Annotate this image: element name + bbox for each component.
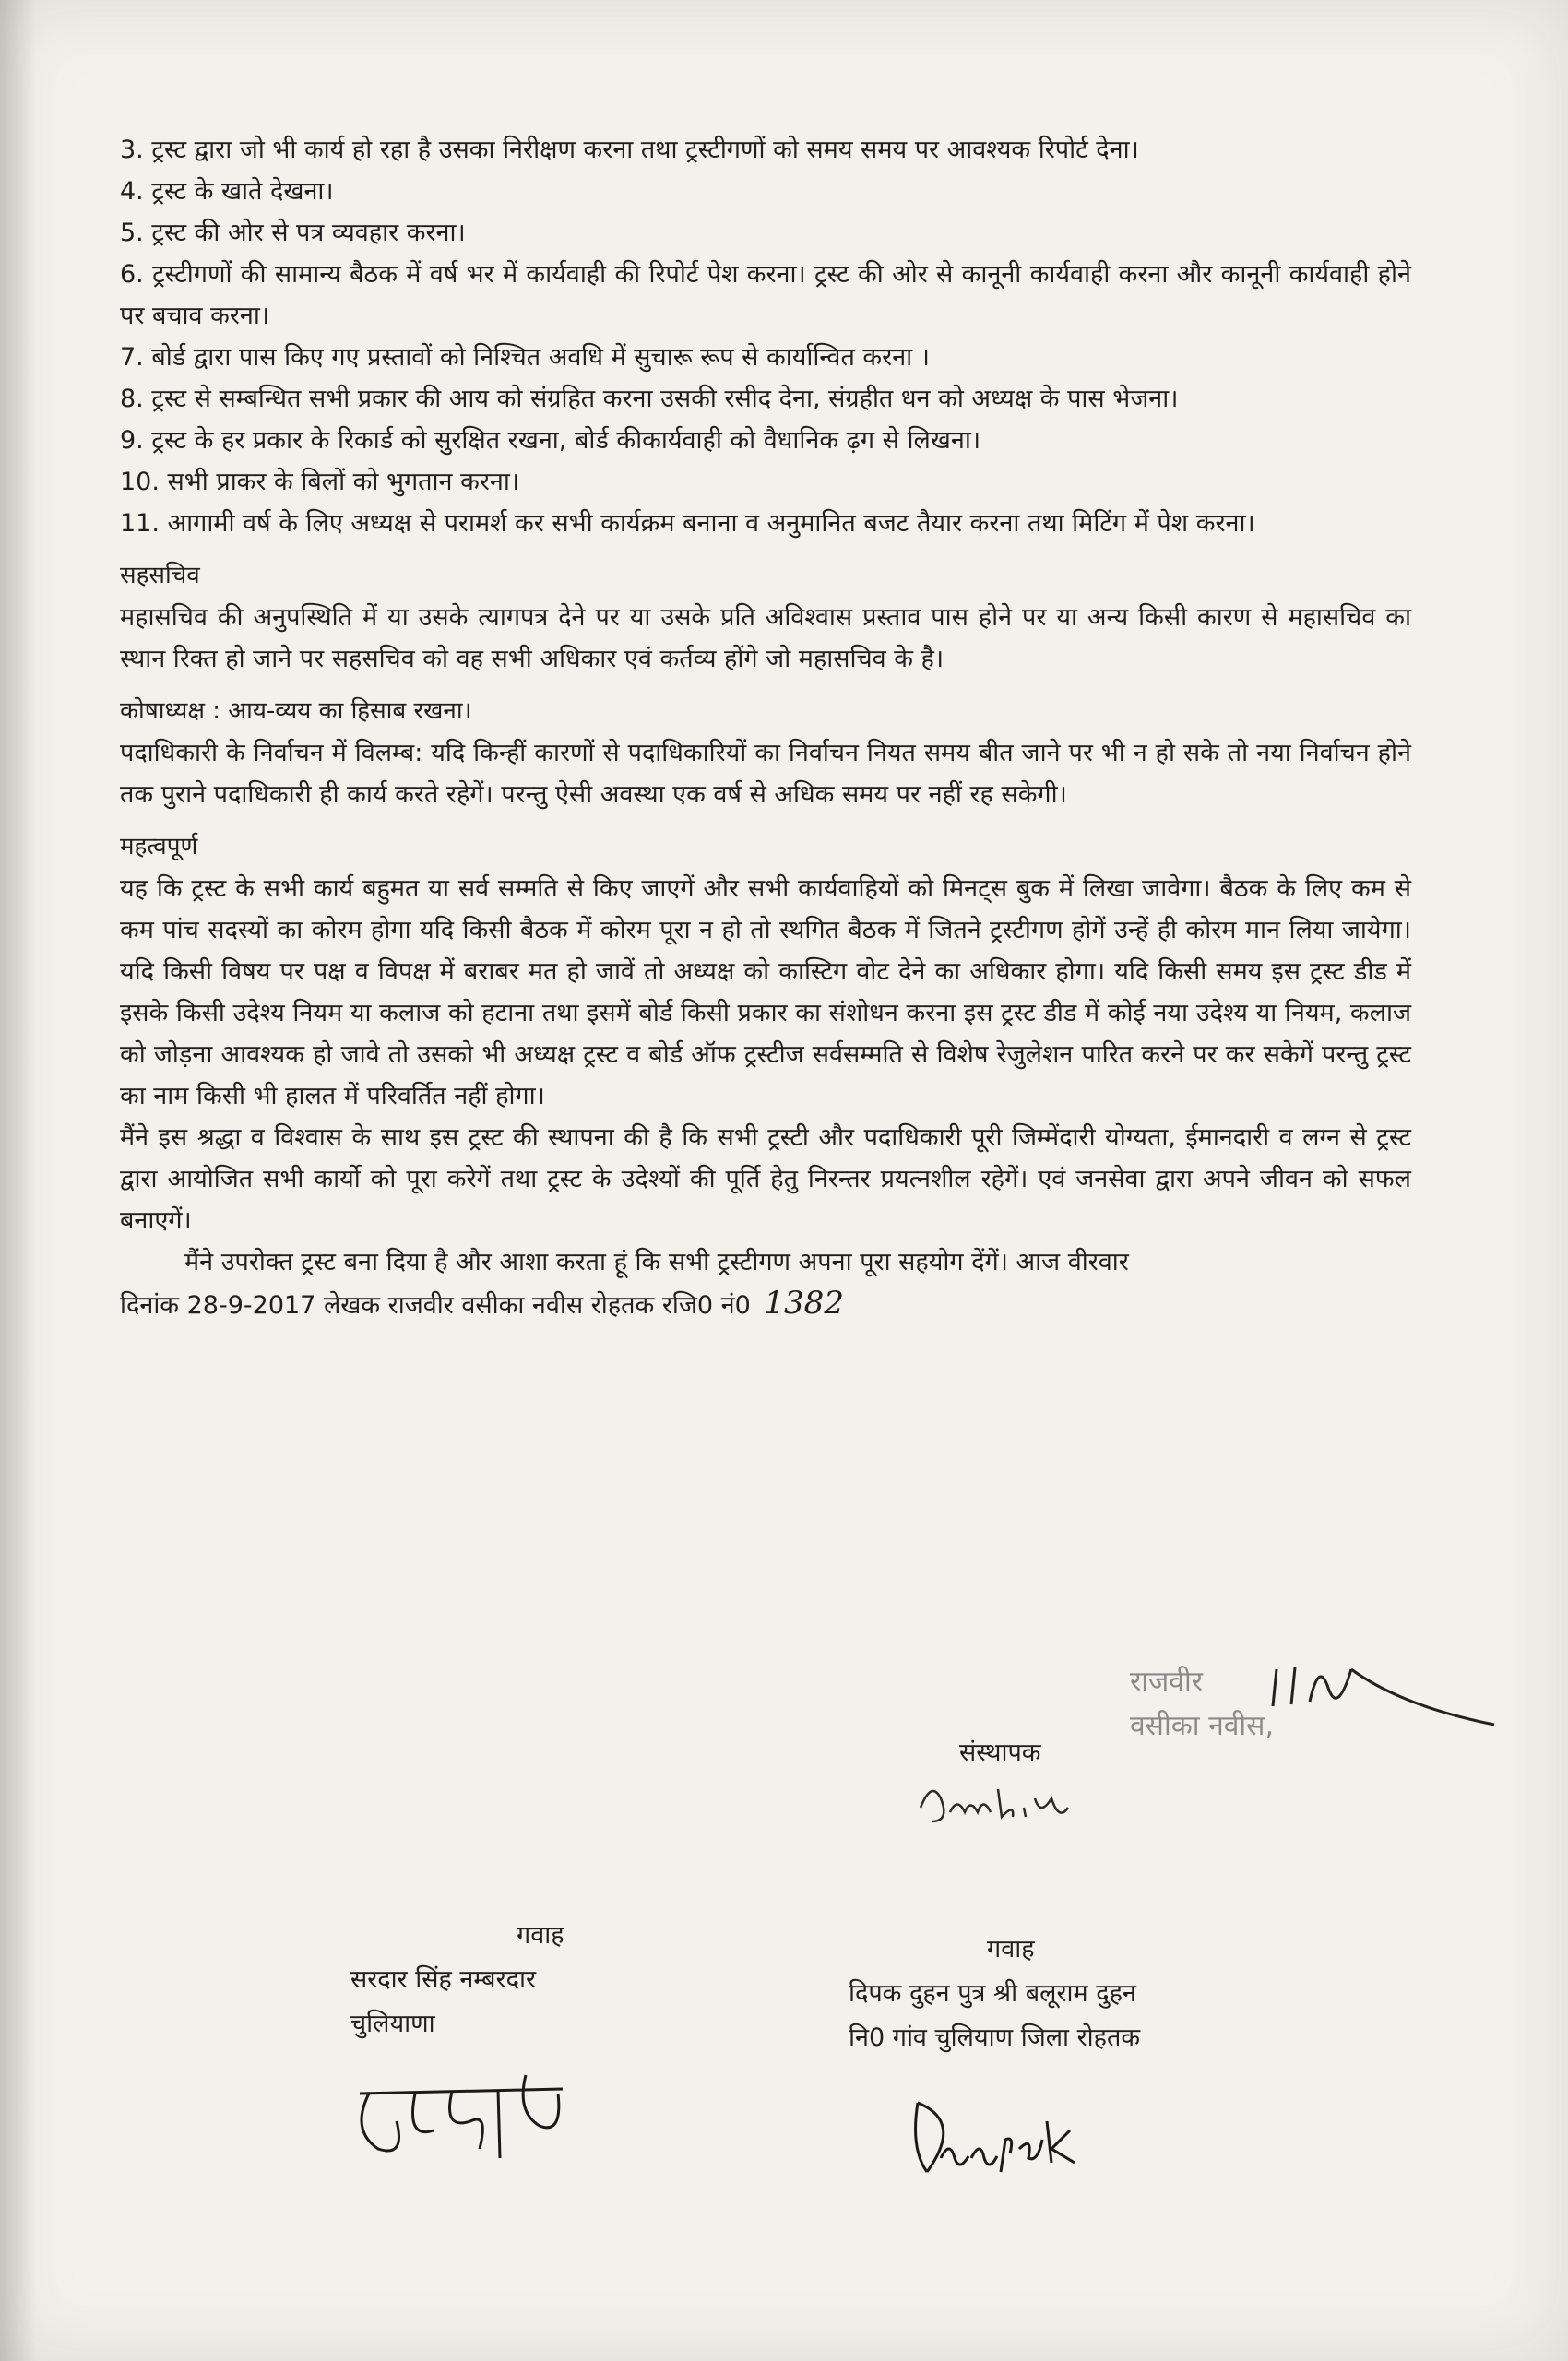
closing-text: मैंने उपरोक्त ट्रस्ट बना दिया है और आशा करता हूं कि सभी ट्रस्टीगण अपना पूरा सहयोग देंगें। आज वीरवार <box>184 1248 1129 1276</box>
writer-signature <box>1264 1651 1503 1752</box>
important-heading: महत्वपूर्ण <box>120 833 198 860</box>
witness-left <box>350 1914 564 2047</box>
joint-secretary-heading: सहसचिव <box>120 562 200 589</box>
witness-right-name: दिपक दुहन पुत्र श्री बलूराम दुहन <box>849 1979 1136 2008</box>
clause-3: 3. ट्रस्ट द्वारा जो भी कार्य हो रहा है उसका निरीक्षण करना तथा ट्रस्टीगणों को समय समय पर आवश्यक रिपोर्ट देना। <box>120 136 1139 164</box>
clause-7: 7. बोर्ड द्वारा पास किए गए प्रस्तावों को निश्चित अवधि में सुचारू रूप से कार्यान्वित करना । <box>120 343 930 372</box>
page-fold-shadow <box>0 0 37 2361</box>
witness-left-place: चुलियाणा <box>350 2010 435 2038</box>
founder-signature <box>913 1771 1098 1835</box>
witness-left-name: सरदार सिंह नम्बरदार <box>350 1965 537 1994</box>
clause-11: 11. आगामी वर्ष के लिए अध्यक्ष से परामर्श कर सभी कार्यक्रम बनाना व अनुमानित बजट तैयार करना तथा मिटिंग में पेश करना। <box>120 509 1255 538</box>
faith-text: मैंने इस श्रद्धा व विश्वास के साथ इस ट्रस्ट की स्थापना की है कि सभी ट्रस्टी और पदाधिकारी पूरी जिम्मेंदारी योग्यता, ईमानदारी व लग्न से ट्रस्ट द्वारा आयोजित सभी कार्यो को पूरा करेगें तथा ट्रस्ट के उदेश्यों की पूर्ति हेतु निरन्तर प्रयत्नशील रहेगें। एवं जनसेवा द्वारा अपने जीवन को सफल बनाएगें। <box>120 1123 1411 1235</box>
important-text: यह कि ट्रस्ट के सभी कार्य बहुमत या सर्व सम्मति से किए जाएगें और सभी कार्यवाहियों को मिनट्स बुक में लिखा जावेगा। बैठक के लिए कम से कम पांच सदस्यों का कोरम होगा यदि किसी बैठक में कोरम पूरा न हो तो स्थगित बैठक में जितने ट्रस्टीगण होगें उन्हें ही कोरम मान लिया जायेगा। यदि किसी विषय पर पक्ष व विपक्ष में बराबर मत हो जावें तो अध्यक्ष को कास्टिग वोट देने का अधिकार होगा। यदि किसी समय इस ट्रस्ट डीड में इसके किसी उदेश्य नियम या कलाज को हटाना तथा इसमें बोर्ड किसी प्रकार का संशोधन करना इस ट्रस्ट डीड में कोई नया उदेश्य या नियम, कलाज को जोड़ना आवश्यक हो जावे तो उसको भी अध्यक्ष ट्रस्ट व बोर्ड ऑफ ट्रस्टीज सर्वसम्मति से विशेष रेजुलेशन पारित करने पर कर सकेगें परन्तु ट्रस्ट का नाम किसी भी हालत में परिवर्तित नहीं होगा। <box>120 874 1411 1110</box>
witness-left-signature <box>341 2057 600 2186</box>
clause-8: 8. ट्रस्ट से सम्बन्धित सभी प्रकार की आय को संग्रहित करना उसकी रसीद देना, संग्रहीत धन को अध्यक्ष के पास भेजना। <box>120 385 1179 413</box>
witness-right-address: नि0 गांव चुलियाण जिला रोहतक <box>849 2023 1141 2052</box>
clause-6: 6. ट्रस्टीगणों की सामान्य बैठक में वर्ष भर में कार्यवाही की रिपोर्ट पेश करना। ट्रस्ट की ओर से कानूनी कार्यवाही करना और कानूनी कार्यवाही होने पर बचाव करना। <box>120 260 1411 330</box>
stamp-line-1: राजवीर <box>1130 1666 1204 1698</box>
witness-right-label: गवाह <box>987 1935 1035 1964</box>
date-line <box>120 1283 1411 1326</box>
document-body <box>120 129 1411 1326</box>
witness-left-label: गवाह <box>517 1921 564 1950</box>
witness-right-signature <box>899 2084 1093 2186</box>
clause-4: 4. ट्रस्ट के खाते देखना। <box>120 177 334 206</box>
stamp-line-2: वसीका नवीस, <box>1130 1710 1274 1742</box>
clause-10: 10. सभी प्राकर के बिलों को भुगतान करना। <box>120 468 520 496</box>
date-line-text: दिनांक 28-9-2017 लेखक राजवीर वसीका नवीस रोहतक रजि0 नं0 <box>120 1291 751 1320</box>
clause-5: 5. ट्रस्ट की ओर से पत्र व्यवहार करना। <box>120 219 466 247</box>
treasurer-text: कोषाध्यक्ष : आय-व्यय का हिसाब रखना। <box>120 697 472 725</box>
registration-number: 1382 <box>764 1285 844 1322</box>
election-delay-text: पदाधिकारी के निर्वाचन में विलम्ब: यदि किन्हीं कारणों से पदाधिकारियों का निर्वाचन नियत समय बीत जाने पर भी न हो सके तो नया निर्वाचन होने तक पुराने पदाधिकारी ही कार्य करते रहेगें। परन्तु ऐसी अवस्था एक वर्ष से अधिक समय पर नहीं रह सकेगी। <box>120 739 1411 809</box>
witness-right <box>849 1928 1140 2060</box>
founder-label: संस्थापक <box>959 1738 1041 1767</box>
joint-secretary-text: महासचिव की अनुपस्थिति में या उसके त्यागपत्र देने पर या उसके प्रति अविश्वास प्रस्ताव पास होने पर या अन्य किसी कारण से महासचिव का स्थान रिक्त हो जाने पर सहसचिव को वह सभी अधिकार एवं कर्तव्य होंगे जो महासचिव के है। <box>120 603 1411 673</box>
clause-9: 9. ट्रस्ट के हर प्रकार के रिकार्ड को सुरक्षित रखना, बोर्ड कीकार्यवाही को वैधानिक ढ़ग से लिखना। <box>120 426 981 455</box>
